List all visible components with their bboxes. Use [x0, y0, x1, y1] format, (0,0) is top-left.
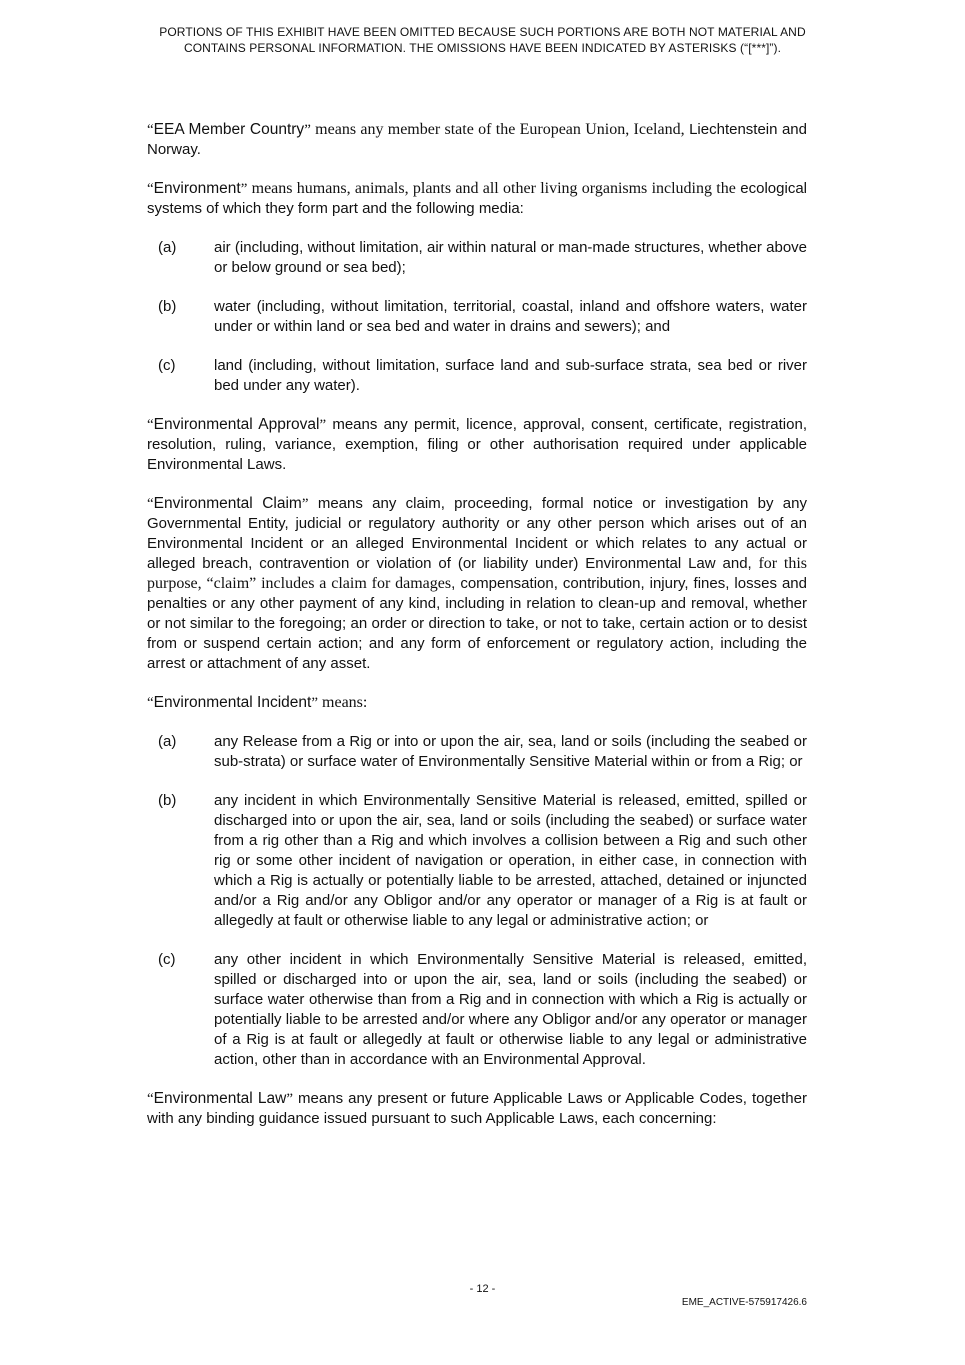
defined-term: Environmental Approval — [153, 416, 320, 433]
definition-environmental-law: “Environmental Law” means any present or future Applicable Laws or Applicable Codes, together with any binding guidance issued pursuant to such Applicable Laws, each concerning: — [147, 1090, 807, 1127]
list-item-label: (a) — [158, 733, 177, 750]
redaction-notice — [120, 24, 845, 56]
list-item-label: (b) — [158, 792, 177, 809]
definition-environmental-incident: “Environmental Incident” means: — [147, 694, 368, 711]
list-item-label: (c) — [158, 951, 176, 968]
defined-term: Environment — [153, 180, 241, 197]
defined-term: Environmental Claim — [153, 495, 302, 512]
list-item-text: water (including, without limitation, territorial, coastal, inland and offshore waters, water under or within land or sea bed and water in drains and sewers); and — [214, 298, 807, 335]
definitions-body — [147, 120, 807, 1148]
list-item-text: land (including, without limitation, surface land and sub-surface strata, sea bed or river bed under any water). — [214, 357, 807, 394]
list-item — [147, 238, 807, 278]
list-item-text: any Release from a Rig or into or upon the air, sea, land or soils (including the seabed or sub-strata) or surface water of Environmentally Sensitive Material within or from a Rig; or — [214, 733, 807, 770]
page-number: - 12 - — [469, 1283, 496, 1295]
list-item-text: any incident in which Environmentally Sensitive Material is released, emitted, spilled or discharged into or upon the air, sea, land or soils (including the seabed) or surface water from a rig other than a Rig and which involves a collision between a Rig and such other rig or some other incident of navigation or operation, in either case, in connection with which a Rig is actually or potentially liable to be arrested, attached, detained or injuncted and/or a Rig and/or any Obligor and/or any operator or manager of a Rig is at fault or allegedly at fault or otherwise liable to any legal or administrative action; or — [214, 792, 807, 929]
redaction-notice-line-1: PORTIONS OF THIS EXHIBIT HAVE BEEN OMITTED BECAUSE SUCH PORTIONS ARE BOTH NOT MATERIAL AND — [159, 25, 806, 39]
defined-term: EEA Member Country — [153, 121, 305, 138]
list-item — [147, 791, 807, 931]
list-item-label: (a) — [158, 239, 177, 256]
list-item-label: (b) — [158, 298, 177, 315]
list-item-text: air (including, without limitation, air within natural or man-made structures, whether above or below ground or sea bed); — [214, 239, 807, 276]
definition-environmental-approval: “Environmental Approval” means any permit, licence, approval, consent, certificate, registration, resolution, ruling, variance, exemption, filing or other authorisation required under applicable Environmental Laws. — [147, 416, 807, 473]
redaction-notice-line-2: CONTAINS PERSONAL INFORMATION. THE OMISSIONS HAVE BEEN INDICATED BY ASTERISKS (“[***]”). — [183, 41, 782, 55]
list-item-text: any other incident in which Environmentally Sensitive Material is released, emitted, spilled or discharged into or upon the air, sea, land or soils (including the seabed) or surface water otherwise than from a Rig and in connection with which a Rig is actually or potentially liable to be arrested and/or where any Obligor and/or any operator or manager of a Rig is at fault or allegedly at fault or otherwise liable to any legal or administrative action, other than in accordance with an Environmental Approval. — [214, 951, 807, 1068]
definition-eea-member-country: “EEA Member Country” means any member state of the European Union, Iceland, Liechtenstein and Norway. — [147, 121, 807, 158]
list-item — [147, 732, 807, 772]
defined-term: Environmental Law — [153, 1090, 287, 1107]
defined-term: Environmental Incident — [153, 694, 312, 711]
definition-environmental-claim: “Environmental Claim” means any claim, proceeding, formal notice or investigation by any Governmental Entity, judicial or regulatory authority or any other person which arises out of an Environmental Incident or an alleged Environmental Incident or which relates to any actual or alleged breach, contravention or violation of (or liability under) Environmental Law and, for this purpose, “claim” includes a claim for damages, compensation, contribution, injury, fines, losses and penalties or any other payment of any kind, including in relation to clean-up and removal, whether or not similar to the foregoing; an order or direction to take, or not to take, certain action or to desist from or suspend certain action; and any form of enforcement or regulatory action, including the arrest or attachment of any asset. — [147, 495, 807, 672]
list-item — [147, 950, 807, 1070]
document-reference: EME_ACTIVE-575917426.6 — [681, 1297, 807, 1308]
definition-environment: “Environment” means humans, animals, plants and all other living organisms including the ecological systems of which they form part and the following media: — [147, 180, 807, 217]
list-item-label: (c) — [158, 357, 176, 374]
list-item — [147, 297, 807, 337]
list-item — [147, 356, 807, 396]
